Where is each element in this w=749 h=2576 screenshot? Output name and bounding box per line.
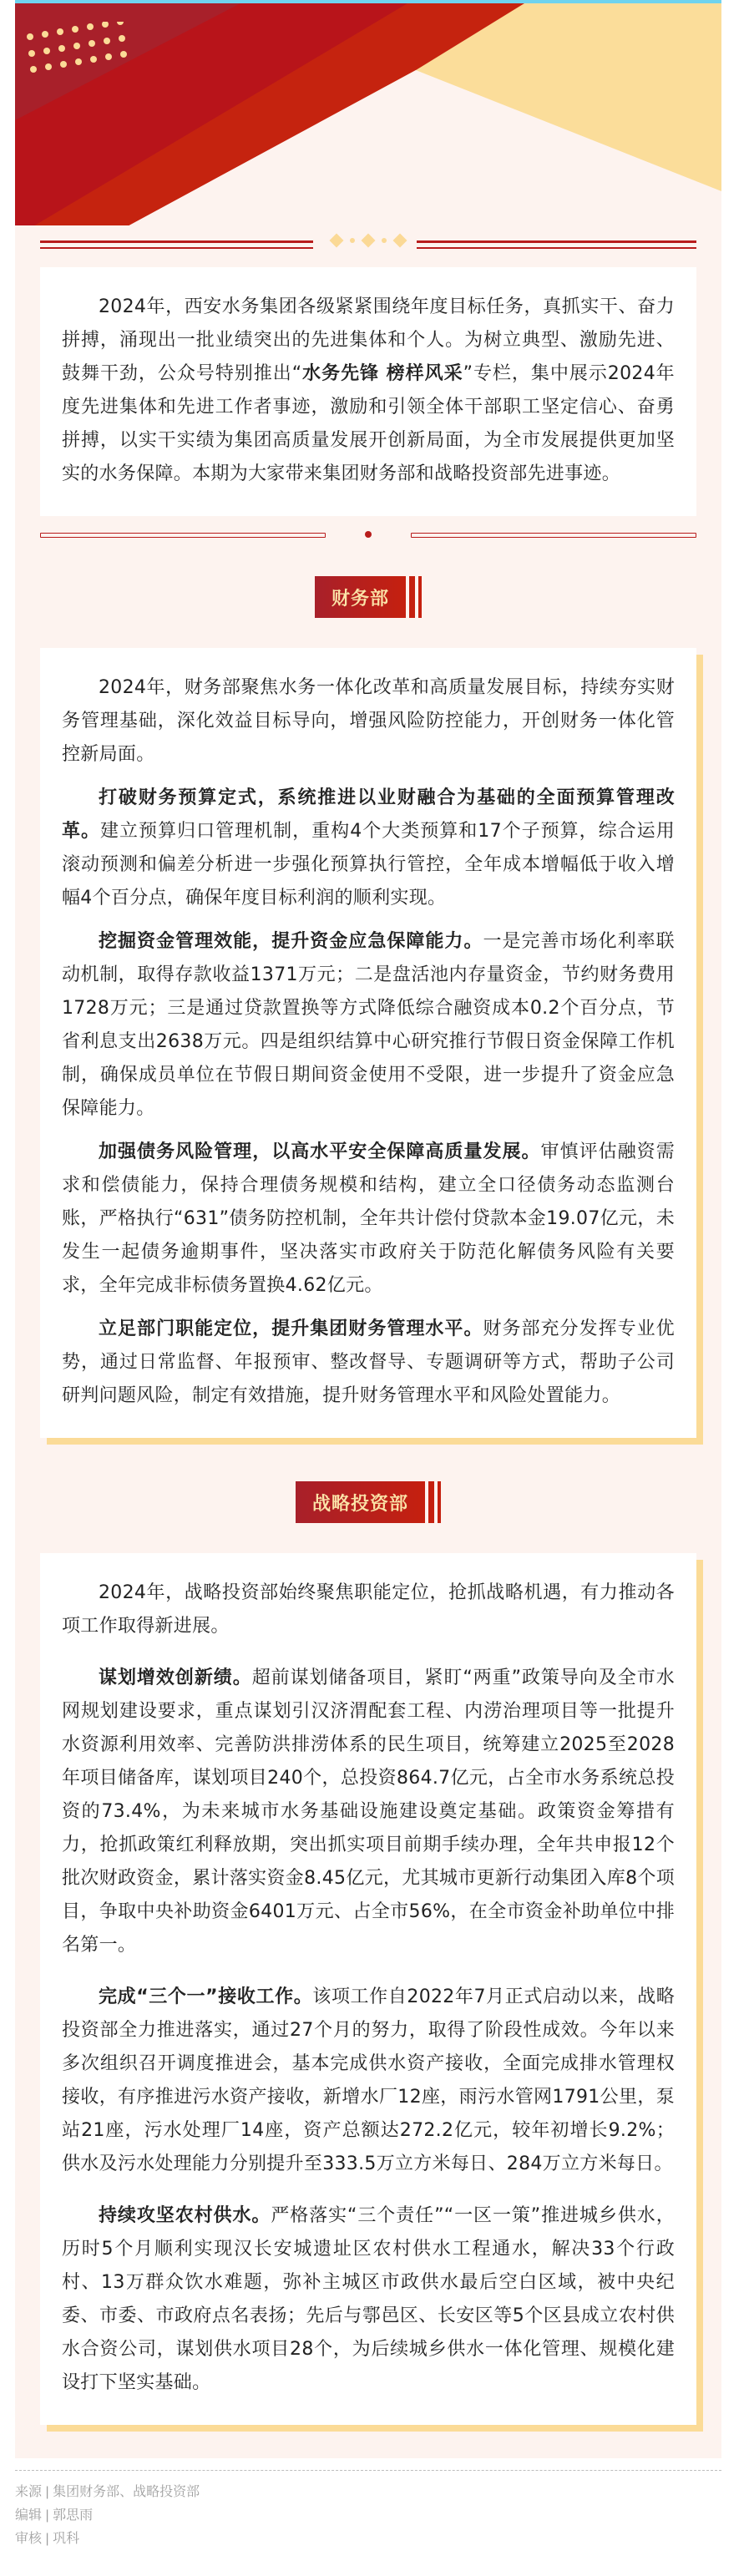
paragraph-heading: 持续攻坚农村供水。 xyxy=(99,2205,271,2226)
credit-source xyxy=(15,2481,721,2504)
section-header-finance xyxy=(15,576,721,618)
paragraph-heading: 挖掘资金管理效能，提升资金应急保障能力。 xyxy=(99,931,483,952)
section-header-strategy xyxy=(15,1481,721,1523)
paragraph-heading: 打破财务预算定式，系统推进以业财融合为基础的全面预算管理改革。 xyxy=(62,787,675,842)
paragraph xyxy=(62,782,675,915)
credit-editor xyxy=(15,2504,721,2528)
credit-separator: | xyxy=(45,2508,49,2523)
credit-value: 集团财务部、战略投资部 xyxy=(53,2485,200,2499)
credit-label: 审核 xyxy=(15,2532,43,2546)
paragraph xyxy=(62,1136,675,1303)
title-bar-decoration xyxy=(428,1481,434,1523)
title-bar-decoration xyxy=(438,1481,441,1523)
paragraph-text: 建立预算归口管理机制，重构4个大类预算和17个子预算，综合运用滚动预测和偏差分析进一步强化预算执行管控，全年成本增幅低于收入增幅4个百分点，确保年度目标利润的顺利实现。 xyxy=(62,821,675,908)
paragraph-text: 2024年，战略投资部始终聚焦职能定位，抢抓战略机遇，有力推动各项工作取得新进展。 xyxy=(62,1582,675,1637)
diamond-ornament-icon xyxy=(331,235,405,245)
paragraph-heading: 加强债务风险管理，以高水平安全保障高质量发展。 xyxy=(99,1141,541,1162)
paragraph-text: 审慎评估融资需求和偿债能力，保持合理债务规模和结构，建立全口径债务动态监测台账，严格执行“631”债务防控机制，全年共计偿付贷款本金19.07亿元，未发生一起债务逾期事件，坚决落实市政府关于防范化解债务风险有关要求，全年完成非标债务置换4.62亿元。 xyxy=(62,1141,675,1296)
paragraph-text: 该项工作自2022年7月正式启动以来，战略投资部全力推进落实，通过27个月的努力，取得了阶段性成效。今年以来多次组织召开调度推进会，基本完成供水资产接收，全面完成排水管理权接收，有序推进污水资产接收，新增水厂12座，雨污水管网1791公里，泵站21座，污水处理厂14座，资产总额达272.2亿元，较年初增长9.2%；供水及污水处理能力分别提升至333.5万立方米每日、284万立方米每日。 xyxy=(62,1986,675,2174)
paragraph-text: 一是完善市场化利率联动机制，取得存款收益1371万元；二是盘活池内存量资金，节约财务费用1728万元；三是通过贷款置换等方式降低综合融资成本0.2个百分点，节省利息支出2638万元。四是组织结算中心研究推行节假日资金保障工作机制，确保成员单位在节假日期间资金使用不受限，进一步提升了资金应急保障能力。 xyxy=(62,931,675,1119)
finance-card xyxy=(40,648,696,1438)
divider-line-left xyxy=(40,533,326,538)
intro-lead-text: 2024年，西安水务集团各级紧紧围绕年度目标任务，真抓实干、奋力拼搏，涌现出一批业绩突出的先进集体和个人。为树立典型、激励先进、鼓舞干劲，公众号特别推出“ xyxy=(62,296,675,384)
paragraph-text: 严格落实“三个责任”“一区一策”推进城乡供水，历时5个月顺利实现汉长安城遗址区农村供水工程通水，解决33个行政村、13万群众饮水难题，弥补主城区市政供水最后空白区域，被中央纪委、市委、市政府点名表扬；先后与鄠邑区、长安区等5个区县成立农村供水合资公司，谋划供水项目28个，为后续城乡供水一体化管理、规模化建设打下坚实基础。 xyxy=(62,2205,675,2393)
paragraph-heading: 完成“三个一”接收工作。 xyxy=(99,1986,313,2007)
credit-value: 郭思雨 xyxy=(53,2508,94,2523)
title-bar-decoration xyxy=(409,576,415,618)
paragraph xyxy=(62,1662,675,1962)
section-title: 财务部 xyxy=(315,576,406,618)
credit-separator: | xyxy=(45,2532,49,2546)
title-bar-decoration xyxy=(418,576,422,618)
title-ornament xyxy=(40,225,696,267)
credit-value: 巩科 xyxy=(53,2532,80,2546)
credits-footer xyxy=(15,2470,721,2576)
divider-line-right xyxy=(411,533,696,538)
paragraph-text: 2024年，财务部聚焦水务一体化改革和高质量发展目标，持续夯实财务管理基础，深化效益目标导向，增强风险防控能力，开创财务一体化管控新局面。 xyxy=(62,677,675,765)
credit-separator: | xyxy=(45,2485,49,2499)
header-banner xyxy=(15,0,721,225)
paragraph-heading: 立足部门职能定位，提升集团财务管理水平。 xyxy=(99,1318,483,1339)
paragraph xyxy=(62,1313,675,1413)
paragraph xyxy=(62,1576,675,1643)
ornament-line-left xyxy=(40,240,313,249)
intro-paragraph xyxy=(62,291,675,491)
paragraph-heading: 谋划增效创新绩。 xyxy=(99,1668,252,1688)
paragraph-text: 财务部充分发挥专业优势，通过日常监督、年报预审、整改督导、专题调研等方式，帮助子公司研判问题风险，制定有效措施，提升财务管理水平和风险处置能力。 xyxy=(62,1318,675,1406)
section-title: 战略投资部 xyxy=(296,1481,425,1523)
credit-reviewer xyxy=(15,2528,721,2551)
paragraph-text: 超前谋划储备项目，紧盯“两重”政策导向及全市水网规划建设要求，重点谋划引汉济渭配套工程、内涝治理项目等一批提升水资源利用效率、完善防洪排涝体系的民生项目，统筹建立2025至2028年项目储备库，谋划项目240个，总投资864.7亿元，占全市水务系统总投资的73.4%，为未来城市水务基础设施建设奠定基础。政策资金筹措有力，抢抓政策红利释放期，突出抓实项目前期手续办理，全年共申报12个批次财政资金，累计落实资金8.45亿元，尤其城市更新行动集团入库8个项目，争取中央补助资金6401万元、占全市56%，在全市资金补助单位中排名第一。 xyxy=(62,1668,676,1956)
paragraph xyxy=(62,671,675,772)
ornament-line-right xyxy=(417,240,696,249)
intro-card xyxy=(40,267,696,516)
strategy-card xyxy=(40,1553,696,2425)
intro-divider xyxy=(40,516,696,554)
credit-label: 来源 xyxy=(15,2485,43,2499)
paragraph xyxy=(62,2199,675,2400)
column-name: 水务先锋 榜样风采 xyxy=(301,363,463,384)
paragraph xyxy=(62,925,675,1126)
article-page xyxy=(15,0,721,2458)
divider-dot xyxy=(365,531,372,538)
decorative-dots xyxy=(22,22,147,114)
paragraph xyxy=(62,1981,675,2181)
credit-label: 编辑 xyxy=(15,2508,43,2523)
intro-tail-text: ”专栏，集中展示2024年度先进集体和先进工作者事迹，激励和引领全体干部职工坚定信心、奋勇拼搏，以实干实绩为集团高质量发展开创新局面，为全市发展提供更加坚实的水务保障。本期为大家带来集团财务部和战略投资部先进事迹。 xyxy=(62,363,675,484)
